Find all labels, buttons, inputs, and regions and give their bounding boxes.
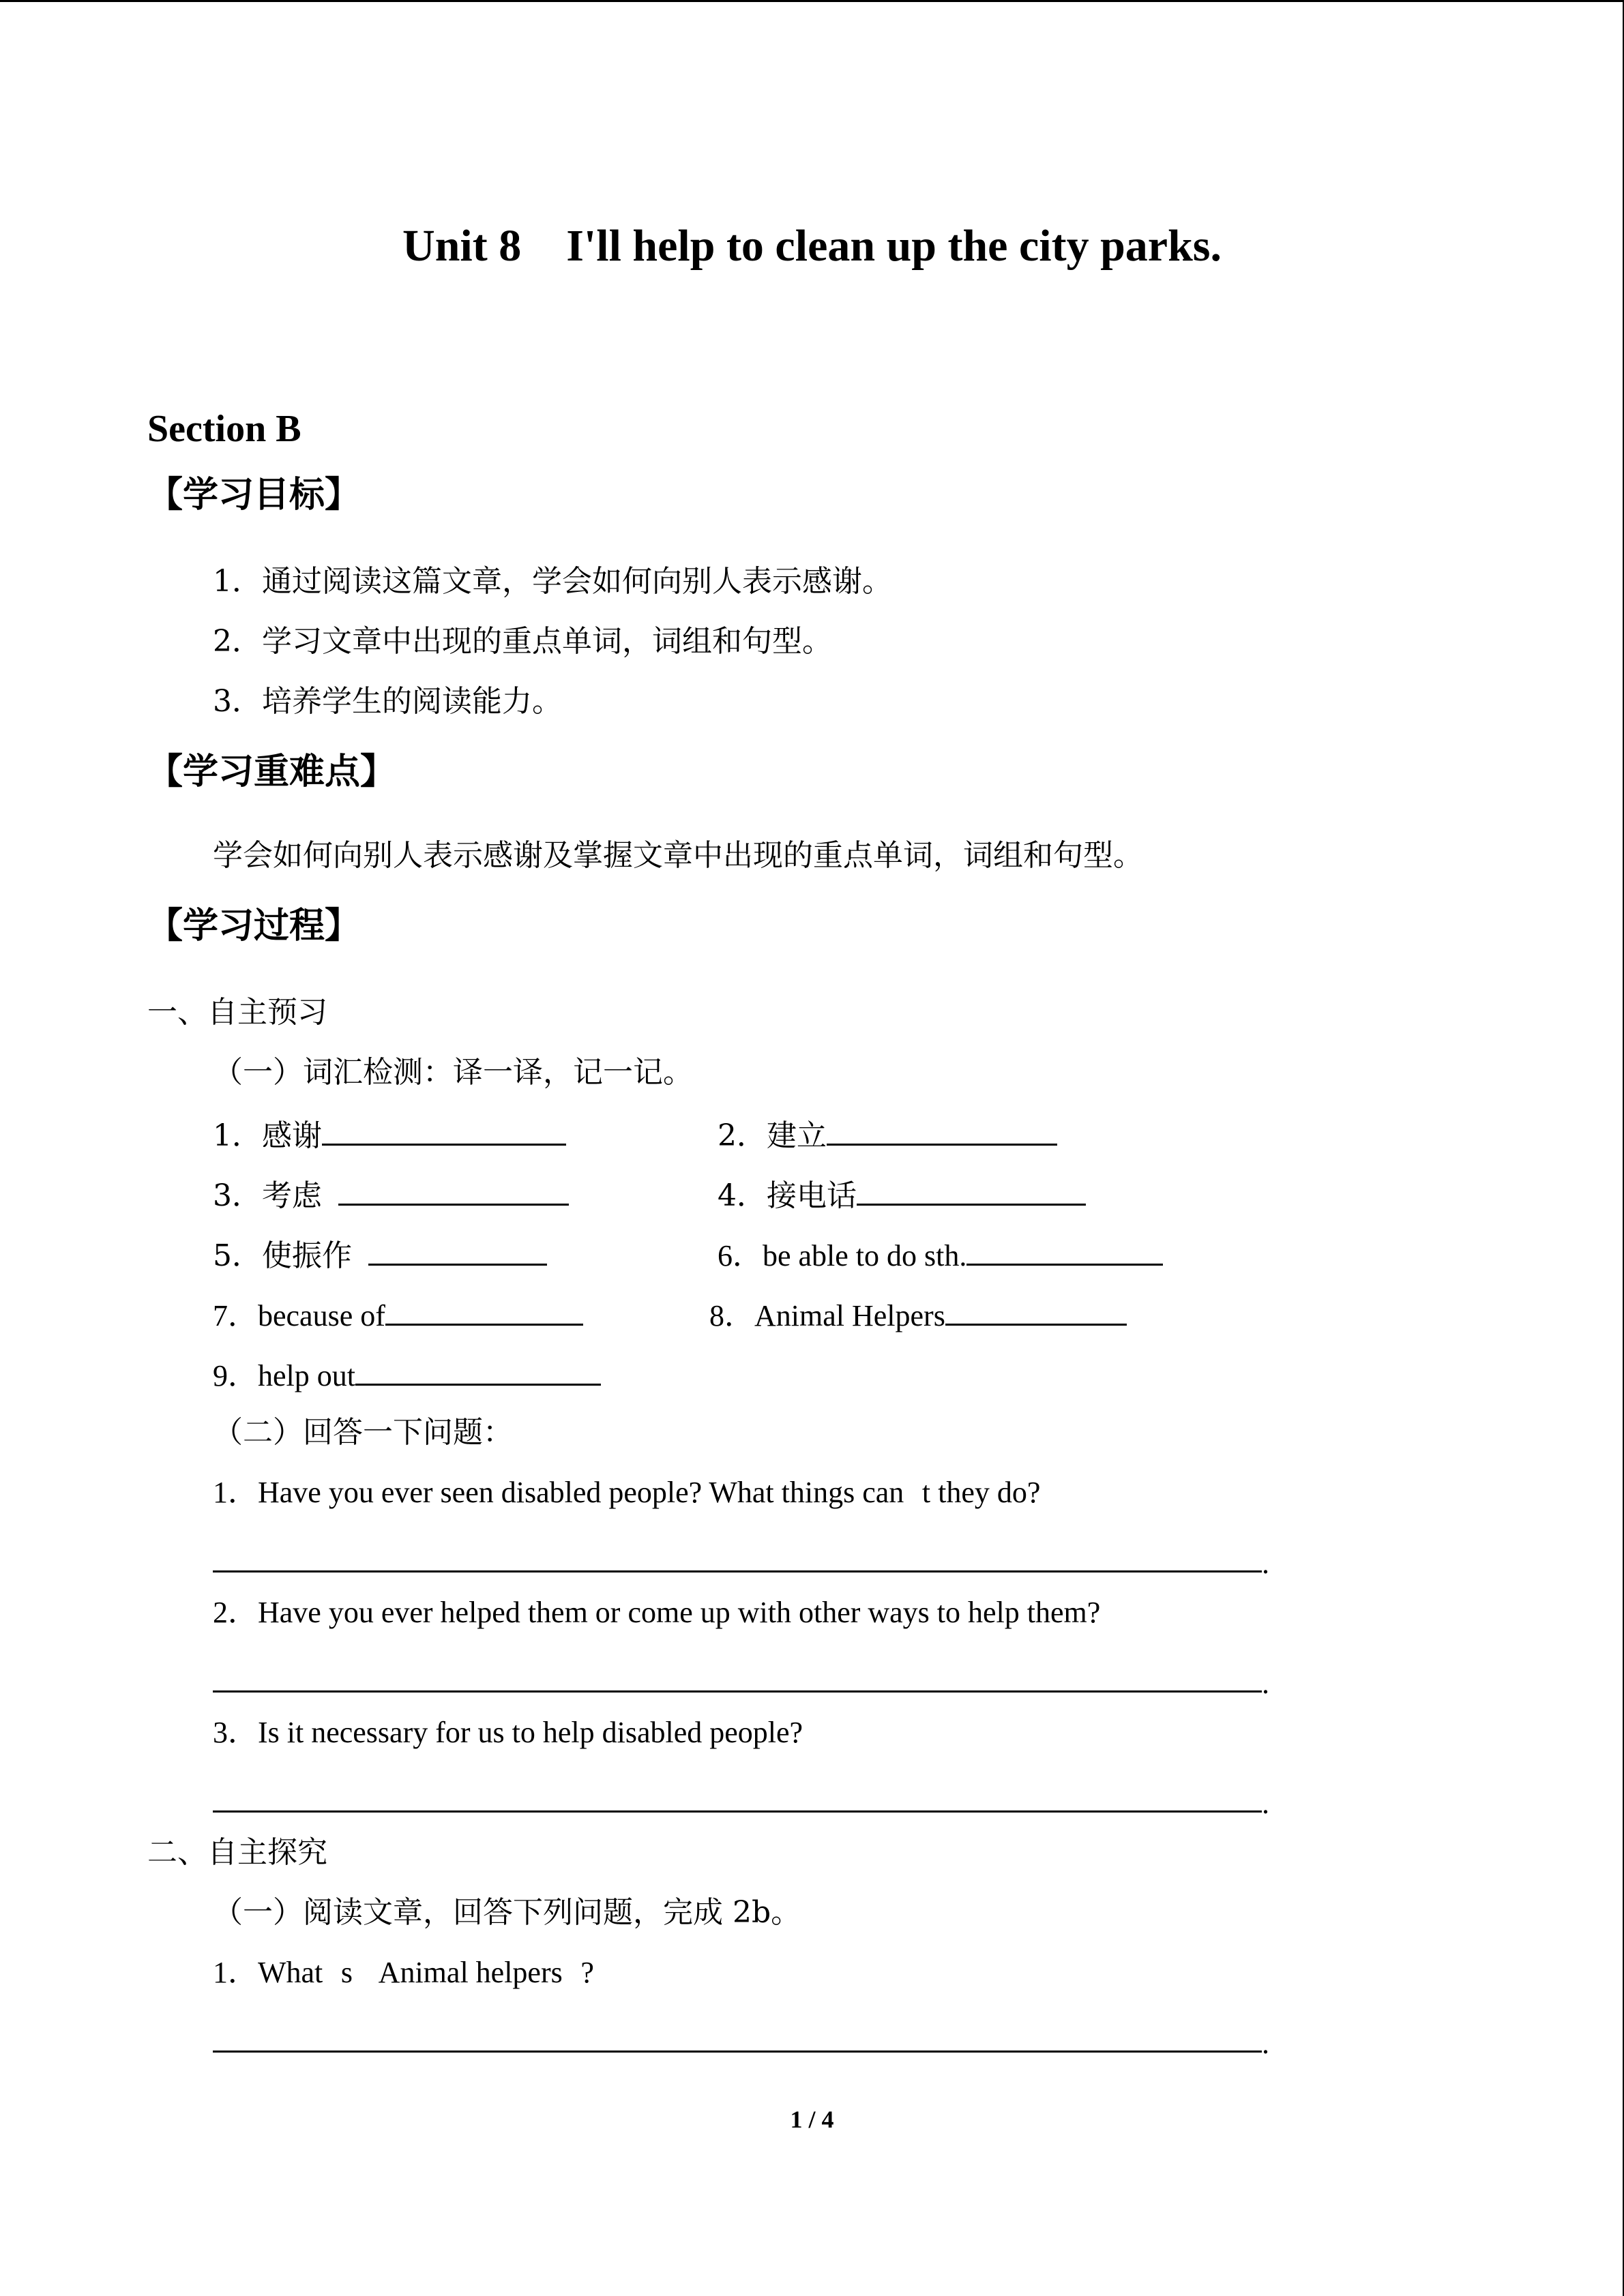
vocab-item: 5．使振作 [213, 1232, 547, 1277]
vocab-answer-blank[interactable] [857, 1172, 1086, 1206]
vocab-item: 7．because of [213, 1292, 583, 1337]
answer-end-mark: . [1262, 1787, 1269, 1820]
vocab-answer-blank[interactable] [966, 1232, 1163, 1266]
objective-item-3: 3．培养学生的阅读能力。 [213, 684, 562, 719]
objective-item-1: 1．通过阅读这篇文章，学会如何向别人表示感谢。 [213, 564, 892, 599]
question-item-2: 2．Have you ever helped them or come up with other ways to help them? [213, 1596, 1101, 1629]
part2-title: 二、自主探究 [147, 1835, 327, 1870]
vocab-answer-blank[interactable] [827, 1112, 1057, 1146]
part2-reading-instructions: （一）阅读文章，回答下列问题，完成 2b。 [213, 1895, 801, 1930]
vocab-item: 2．建立 [718, 1112, 1057, 1157]
objectives-heading: 【学习目标】 [147, 475, 361, 516]
page-number: 1 / 4 [790, 2106, 834, 2133]
key-points-heading: 【学习重难点】 [147, 751, 396, 792]
vocab-item: 4．接电话 [718, 1172, 1086, 1217]
vocab-item: 6．be able to do sth. [718, 1232, 1163, 1277]
section-heading: Section B [147, 408, 301, 450]
part1-title: 一、自主预习 [147, 995, 327, 1030]
vocab-item: 9．help out [213, 1352, 601, 1397]
vocab-answer-blank[interactable] [945, 1292, 1127, 1326]
answer-line[interactable] [213, 1690, 1262, 1693]
vocab-item: 8．Animal Helpers [709, 1292, 1127, 1337]
answer-line[interactable] [213, 2051, 1262, 2053]
vocab-item: 1．感谢 [213, 1112, 566, 1157]
vocab-answer-blank[interactable] [355, 1352, 601, 1386]
part2-question-item-1: 1．Whats Animal helpers? [213, 1956, 594, 1989]
answer-end-mark: . [1262, 2027, 1269, 2060]
answer-end-mark: . [1262, 1547, 1269, 1580]
part1-vocab-instructions: （一）词汇检测：译一译，记一记。 [213, 1055, 693, 1090]
key-points-text: 学会如何向别人表示感谢及掌握文章中出现的重点单词，词组和句型。 [213, 838, 1143, 873]
answer-line[interactable] [213, 1810, 1262, 1813]
vocab-answer-blank[interactable] [385, 1292, 583, 1326]
process-heading: 【学习过程】 [147, 906, 361, 946]
answer-line[interactable] [213, 1570, 1262, 1572]
question-item-1: 1．Have you ever seen disabled people? What things cant they do? [213, 1476, 1041, 1509]
vocab-answer-blank[interactable] [368, 1232, 547, 1266]
vocab-answer-blank[interactable] [322, 1112, 566, 1146]
page-title: Unit 8 I'll help to clean up the city parks. [402, 221, 1222, 271]
vocab-item: 3．考虑 [213, 1172, 569, 1217]
objective-item-2: 2．学习文章中出现的重点单词，词组和句型。 [213, 624, 832, 659]
part1-questions-instructions: （二）回答一下问题： [213, 1415, 513, 1450]
vocab-answer-blank[interactable] [338, 1172, 569, 1206]
question-item-3: 3．Is it necessary for us to help disabled people? [213, 1716, 803, 1749]
answer-end-mark: . [1262, 1667, 1269, 1700]
